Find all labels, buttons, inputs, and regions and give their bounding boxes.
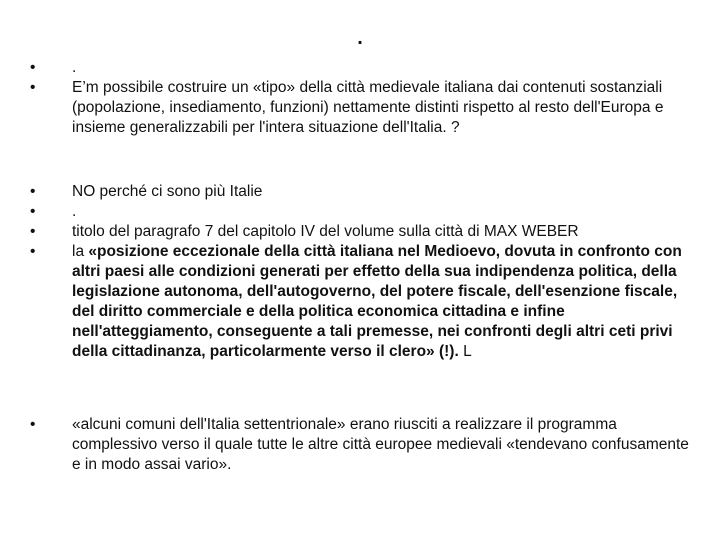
- bullet-list-conclusion: [30, 415, 690, 475]
- list-item-text: «alcuni comuni dell'Italia settentrionale» erano riusciti a realizzare il programma complessivo verso il quale tutte le altre città europee medievali «tendevano confusamente e in modo assai vario».: [72, 416, 689, 473]
- list-item: [30, 182, 690, 202]
- bullet-icon: •: [30, 416, 36, 433]
- quote-prefix: la: [72, 243, 89, 260]
- bullet-icon: •: [30, 203, 36, 220]
- list-item-text: .: [72, 203, 77, 220]
- list-item-text: [72, 243, 682, 360]
- list-item: [30, 78, 690, 138]
- bullet-icon: •: [30, 79, 36, 96]
- list-item-text: titolo del paragrafo 7 del capitolo IV del volume sulla città di MAX WEBER: [72, 223, 579, 240]
- list-item: [30, 415, 690, 475]
- bullet-icon: •: [30, 223, 36, 240]
- list-item: [30, 58, 690, 78]
- bullet-list-intro: [30, 58, 690, 138]
- weber-quote: «posizione eccezionale della città italiana nel Medioevo, dovuta in confronto con altri paesi alle condizioni generati per effetto della sua indipendenza politica, della legislazione autonoma, dell'autogoverno, del potere fiscale, dell'esenzione fiscale, del diritto commerciale e della politica economica cittadina e infine nell'atteggiamento, conseguente a tali premesse, nei confronti degli altri ceti privi della cittadinanza, particolarmente verso il clero» (!).: [72, 243, 682, 360]
- bullet-list-weber: [30, 182, 690, 362]
- bullet-icon: •: [30, 59, 36, 76]
- bullet-icon: •: [30, 183, 36, 200]
- list-item: [30, 202, 690, 222]
- list-item-text: NO perché ci sono più Italie: [72, 183, 263, 200]
- slide-title: .: [357, 27, 363, 49]
- list-item-text: E’m possibile costruire un «tipo» della città medievale italiana dai contenuti sostanziali (popolazione, insediamento, funzioni) nettamente distinti rispetto al resto dell'Europa e insieme generalizzabili per l'intera situazione dell'Italia. ?: [72, 79, 664, 136]
- list-item: [30, 222, 690, 242]
- list-item-text: .: [72, 59, 77, 76]
- list-item: [30, 242, 690, 362]
- bullet-icon: •: [30, 243, 36, 260]
- quote-suffix: L: [458, 343, 472, 360]
